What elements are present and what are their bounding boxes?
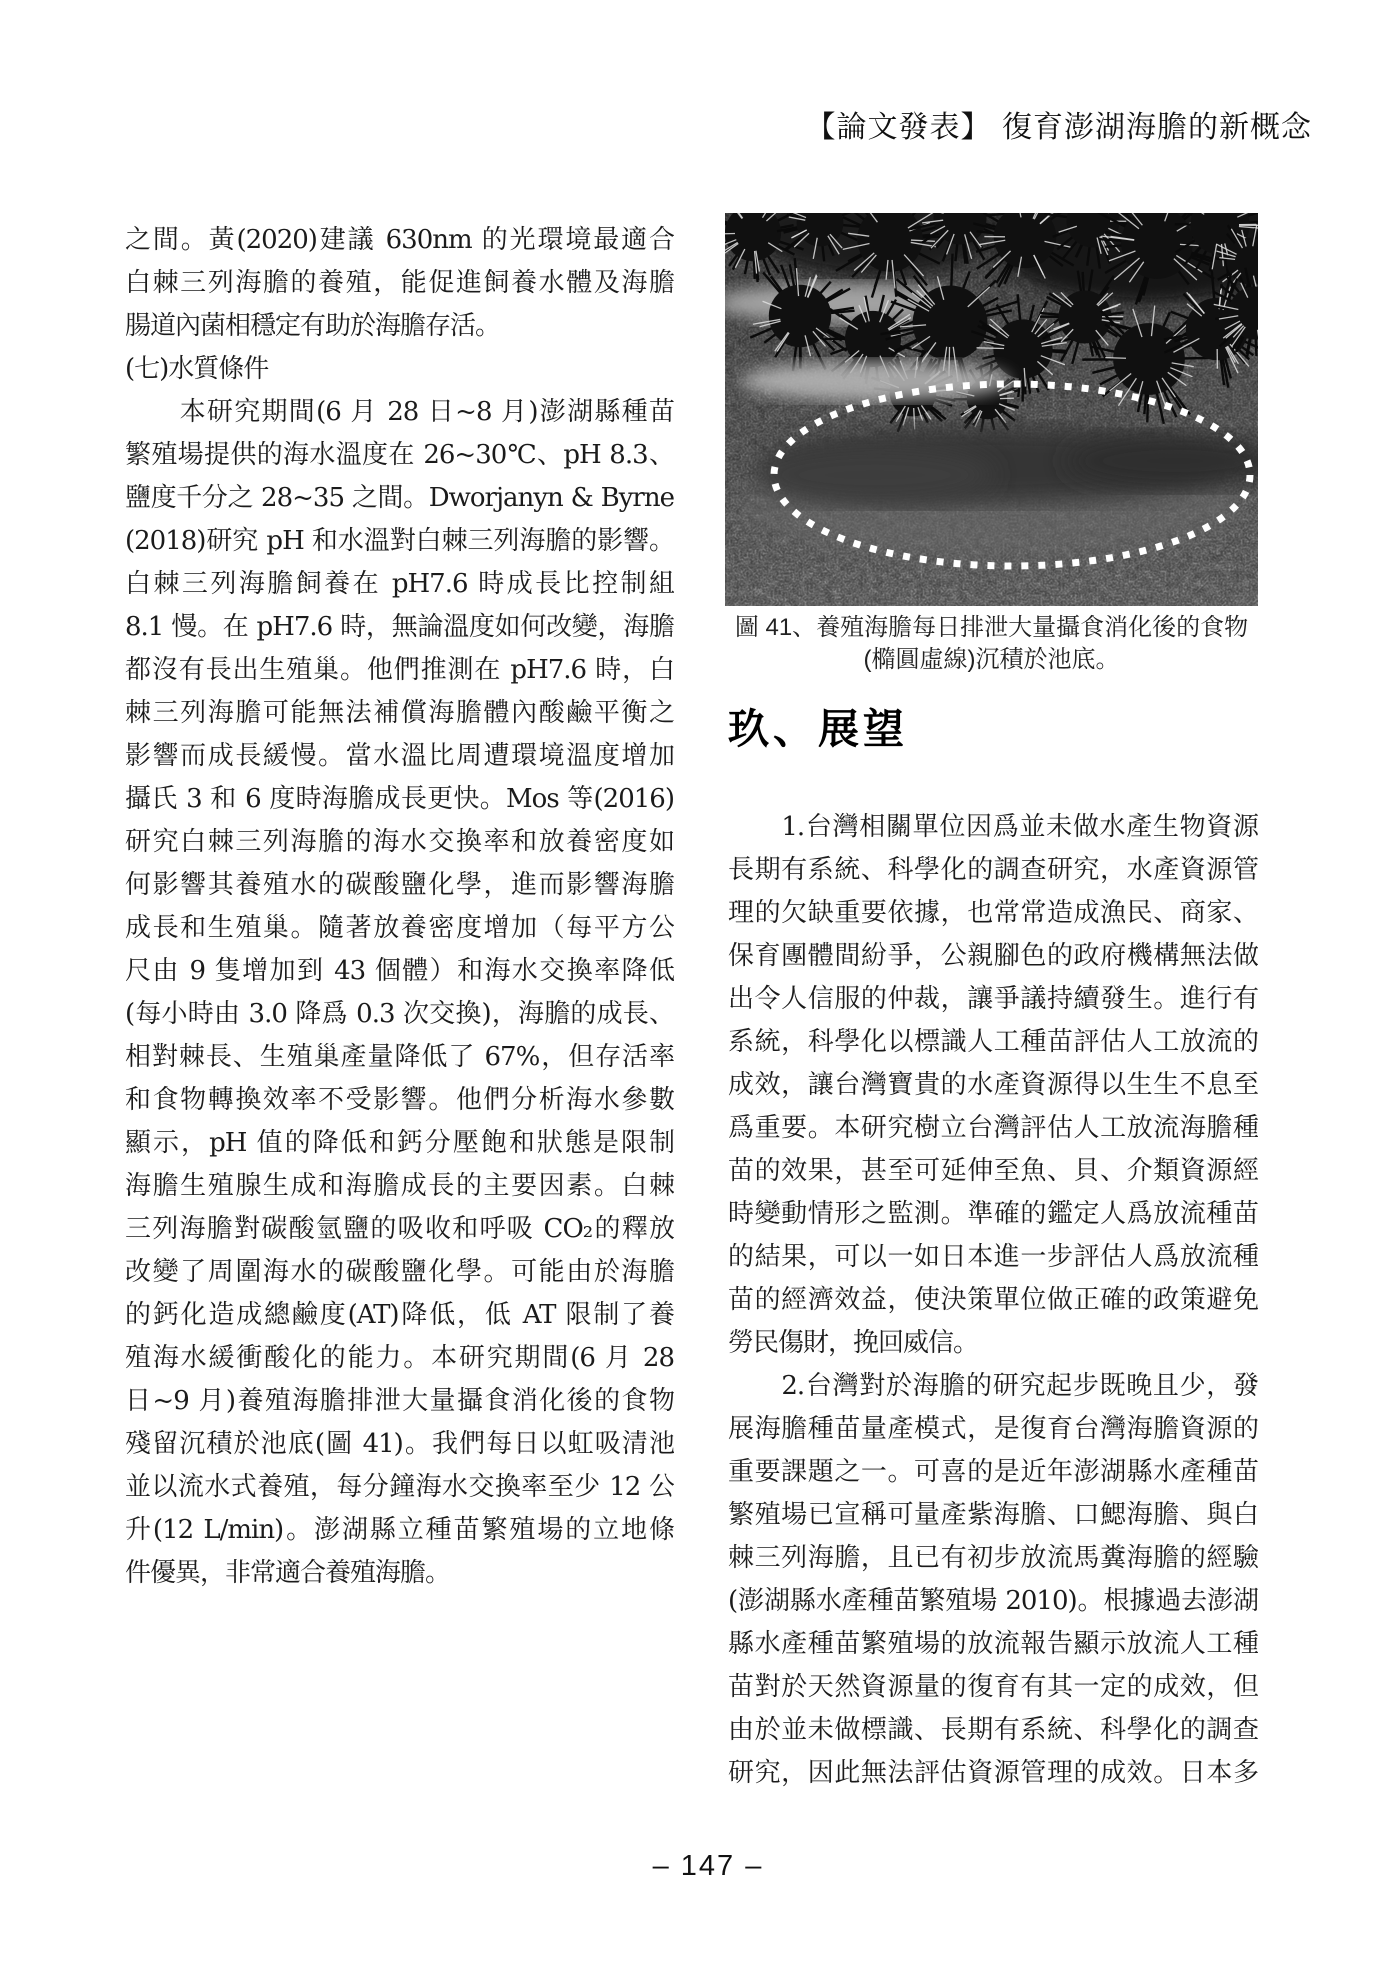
text-line: 三列海膽對碳酸氫鹽的吸收和呼吸 CO₂的釋放 (125, 1214, 674, 1244)
text-line: 苗的效果，甚至可延伸至魚、貝、介類資源經 (728, 1156, 1258, 1186)
text-line: 1.台灣相關單位因爲並未做水產生物資源 (728, 812, 1258, 842)
text-line: 繁殖場提供的海水溫度在 26~30℃、pH 8.3、 (125, 440, 674, 470)
text-line: 苗的經濟效益，使決策單位做正確的政策避免 (728, 1285, 1258, 1315)
text-line: 之間。黃(2020)建議 630nm 的光環境最適合 (125, 225, 674, 255)
left-text-column (125, 219, 674, 1595)
text-line: 殖海水緩衝酸化的能力。本研究期間(6 月 28 (125, 1343, 674, 1373)
text-line: 殘留沉積於池底(圖 41)。我們每日以虹吸清池 (125, 1429, 674, 1459)
text-line: 本研究期間(6 月 28 日~8 月)澎湖縣種苗 (125, 397, 674, 427)
text-line: 鹽度千分之 28~35 之間。Dworjanyn & Byrne (125, 483, 674, 513)
text-line: 2.台灣對於海膽的研究起步既晚且少，發 (728, 1371, 1258, 1401)
text-line: 影響而成長緩慢。當水溫比周遭環境溫度增加 (125, 741, 674, 771)
text-line: 白棘三列海膽的養殖，能促進飼養水體及海膽 (125, 268, 674, 298)
text-line: 爲重要。本研究樹立台灣評估人工放流海膽種 (728, 1113, 1258, 1143)
text-line: 出令人信服的仲裁，讓爭議持續發生。進行有 (728, 984, 1258, 1014)
text-line: 的鈣化造成總鹼度(AT)降低，低 AT 限制了養 (125, 1300, 674, 1330)
text-line: 件優異，非常適合養殖海膽。 (125, 1558, 451, 1588)
text-line: 勞民傷財，挽回威信。 (728, 1328, 979, 1358)
figure-41-photo (725, 213, 1258, 606)
figure-41 (725, 213, 1258, 606)
running-head-title: 【論文發表】 復育澎湖海膽的新概念 (805, 110, 1312, 145)
section-heading-outlook: 玖、展望 (728, 705, 908, 753)
text-line: 研究白棘三列海膽的海水交換率和放養密度如 (125, 827, 674, 857)
text-line: 由於並未做標識、長期有系統、科學化的調查 (728, 1715, 1258, 1745)
text-line: 的結果，可以一如日本進一步評估人爲放流種 (728, 1242, 1258, 1272)
text-line: 長期有系統、科學化的調查研究，水產資源管 (728, 855, 1258, 885)
text-line: 攝氏 3 和 6 度時海膽成長更快。Mos 等(2016) (125, 784, 674, 814)
text-line: 理的欠缺重要依據，也常常造成漁民、商家、 (728, 898, 1258, 928)
text-line: (七)水質條件 (125, 354, 269, 384)
text-line: 成長和生殖巢。隨著放養密度增加（每平方公 (125, 913, 674, 943)
caption-line-1: 圖 41、養殖海膽每日排泄大量攝食消化後的食物 (734, 614, 1249, 641)
text-line: 保育團體間紛爭，公親腳色的政府機構無法做 (728, 941, 1258, 971)
text-line: 海膽生殖腺生成和海膽成長的主要因素。白棘 (125, 1171, 674, 1201)
text-line: 繁殖場已宣稱可量產紫海膽、口鰓海膽、與白 (728, 1500, 1258, 1530)
right-text-column (728, 806, 1258, 1795)
text-line: 研究，因此無法評估資源管理的成效。日本多 (728, 1758, 1258, 1788)
text-line: (每小時由 3.0 降爲 0.3 次交換)，海膽的成長、 (125, 999, 674, 1029)
text-line: 並以流水式養殖，每分鐘海水交換率至少 12 公 (125, 1472, 674, 1502)
text-line: 重要課題之一。可喜的是近年澎湖縣水產種苗 (728, 1457, 1258, 1487)
text-line: 棘三列海膽可能無法補償海膽體內酸鹼平衡之 (125, 698, 674, 728)
caption-line-2: (橢圓虛線)沉積於池底。 (863, 646, 1120, 673)
text-line: 成效，讓台灣寶貴的水產資源得以生生不息至 (728, 1070, 1258, 1100)
text-line: 和食物轉換效率不受影響。他們分析海水參數 (125, 1085, 674, 1115)
text-line: 升(12 L/min)。澎湖縣立種苗繁殖場的立地條 (125, 1515, 674, 1545)
text-line: 苗對於天然資源量的復育有其一定的成效，但 (728, 1672, 1258, 1702)
text-line: 時變動情形之監測。準確的鑑定人爲放流種苗 (728, 1199, 1258, 1229)
page-number: – 147 – (652, 1850, 764, 1882)
text-line: 改變了周圍海水的碳酸鹽化學。可能由於海膽 (125, 1257, 674, 1287)
text-line: 白棘三列海膽飼養在 pH7.6 時成長比控制組 (125, 569, 674, 599)
text-line: 系統，科學化以標識人工種苗評估人工放流的 (728, 1027, 1258, 1057)
figure-41-caption (715, 612, 1268, 676)
text-line: 腸道內菌相穩定有助於海膽存活。 (125, 311, 501, 341)
text-line: 何影響其養殖水的碳酸鹽化學，進而影響海膽 (125, 870, 674, 900)
text-line: 棘三列海膽，且已有初步放流馬糞海膽的經驗 (728, 1543, 1258, 1573)
text-line: 尺由 9 隻增加到 43 個體）和海水交換率降低 (125, 956, 674, 986)
text-line: (澎湖縣水產種苗繁殖場 2010)。根據過去澎湖 (728, 1586, 1258, 1616)
text-line: (2018)研究 pH 和水溫對白棘三列海膽的影響。 (125, 526, 674, 556)
text-line: 都沒有長出生殖巢。他們推測在 pH7.6 時，白 (125, 655, 674, 685)
text-line: 日~9 月)養殖海膽排泄大量攝食消化後的食物 (125, 1386, 674, 1416)
text-line: 縣水產種苗繁殖場的放流報告顯示放流人工種 (728, 1629, 1258, 1659)
text-line: 8.1 慢。在 pH7.6 時，無論溫度如何改變，海膽 (125, 612, 674, 642)
text-line: 顯示，pH 值的降低和鈣分壓飽和狀態是限制 (125, 1128, 674, 1158)
text-line: 相對棘長、生殖巢產量降低了 67%，但存活率 (125, 1042, 674, 1072)
text-line: 展海膽種苗量產模式，是復育台灣海膽資源的 (728, 1414, 1258, 1444)
